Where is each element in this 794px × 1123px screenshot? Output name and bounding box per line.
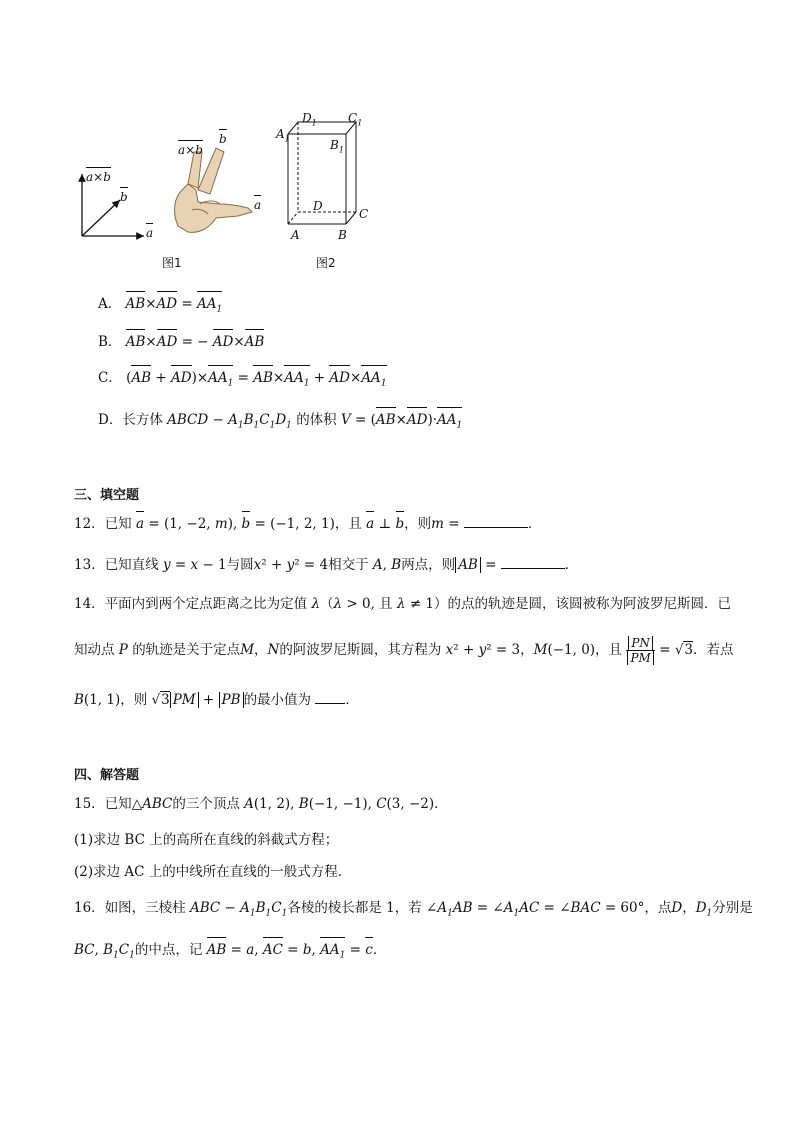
vertex-A: A <box>291 228 300 242</box>
question-15-sub1: (1)求边 BC 上的高所在直线的斜截式方程； <box>74 832 339 848</box>
hand-label-b: b <box>219 132 227 146</box>
right-hand-rule-icon <box>175 148 252 232</box>
question-14-line3: B(1, 1)，则 √3 PM + PB 的最小值为 ． <box>74 692 359 708</box>
option-c: C． $(AB + AD)\times AA_1 = AB\times AA_1 + AD\times AA_1$ <box>98 368 387 394</box>
section-3-title: 三、填空题 <box>74 488 140 503</box>
question-16-line2: BC, $B_1C_1$的中点，记 AB = a, AC = b, $AA_1 = c$． <box>74 940 386 966</box>
question-14-line1: 14．平面内到两个定点距离之比为定值 λ（λ > 0, 且 λ ≠ 1）的点的轨迹是圆，该圆被称为阿波罗尼斯圆．已 <box>74 596 732 612</box>
figure-1 <box>70 128 270 248</box>
option-d: D．长方体 ABCD − $A_1B_1C_1D_1$ 的体积 $V = (AB\times AD)\cdot AA_1$ <box>98 410 462 436</box>
section-4-title: 四、解答题 <box>74 768 140 783</box>
vertex-C1: $C_1$ <box>348 111 363 128</box>
vertex-D1: $D_1$ <box>302 111 317 128</box>
option-a: A． $AB\times AD = AA_1$ <box>98 294 222 320</box>
answer-blank-13[interactable] <box>501 568 565 569</box>
question-13: 13．已知直线 y = x − 1与圆x² + y² = 4相交于 A, B两点，则 AB = ． <box>74 557 579 573</box>
vertex-B: B <box>338 228 347 242</box>
figure-1-caption: 图1 <box>162 256 182 270</box>
answer-blank-14[interactable] <box>315 703 345 704</box>
question-16-line1: 16．如图，三棱柱 ABC − $A_1B_1C_1$各棱的棱长都是 1，若 $\angle A_1AB$ = $\angle A_1AC$ = ∠BAC = 60°，点D，$D_1$分别是 <box>74 900 753 919</box>
question-15-sub2: (2)求边 AC 上的中线所在直线的一般式方程． <box>74 864 352 880</box>
vertex-B1: $B_1$ <box>330 138 344 155</box>
option-b: B． AB×AD = − AD×AB <box>98 334 265 350</box>
vertex-A1: $A_1$ <box>276 127 290 144</box>
hand-label-axb: a×b <box>178 143 203 157</box>
vector-b-arrow <box>82 200 120 236</box>
question-12: 12．已知 a = (1, −2, m), b = (−1, 2, 1)，且 a ⊥ b，则m = ． <box>74 516 542 532</box>
question-15: 15．已知△ABC的三个顶点 A(1, 2), B(−1, −1), C(3, −2)． <box>74 796 448 812</box>
hand-label-a: a <box>254 198 262 212</box>
question-14-line2: 知动点 P 的轨迹是关于定点M，N的阿波罗尼斯圆，其方程为 x² + y² = 3，M(−1, 0)，且 $\frac{PN}{PM}$ = √3．若点 <box>74 636 734 665</box>
label-b: b <box>120 190 128 204</box>
vertex-D: D <box>313 199 323 213</box>
answer-blank-12[interactable] <box>464 527 528 528</box>
figure-2-caption: 图2 <box>316 256 336 270</box>
label-axb: a×b <box>86 170 111 184</box>
label-a: a <box>146 226 154 240</box>
vertex-C: C <box>359 207 369 221</box>
